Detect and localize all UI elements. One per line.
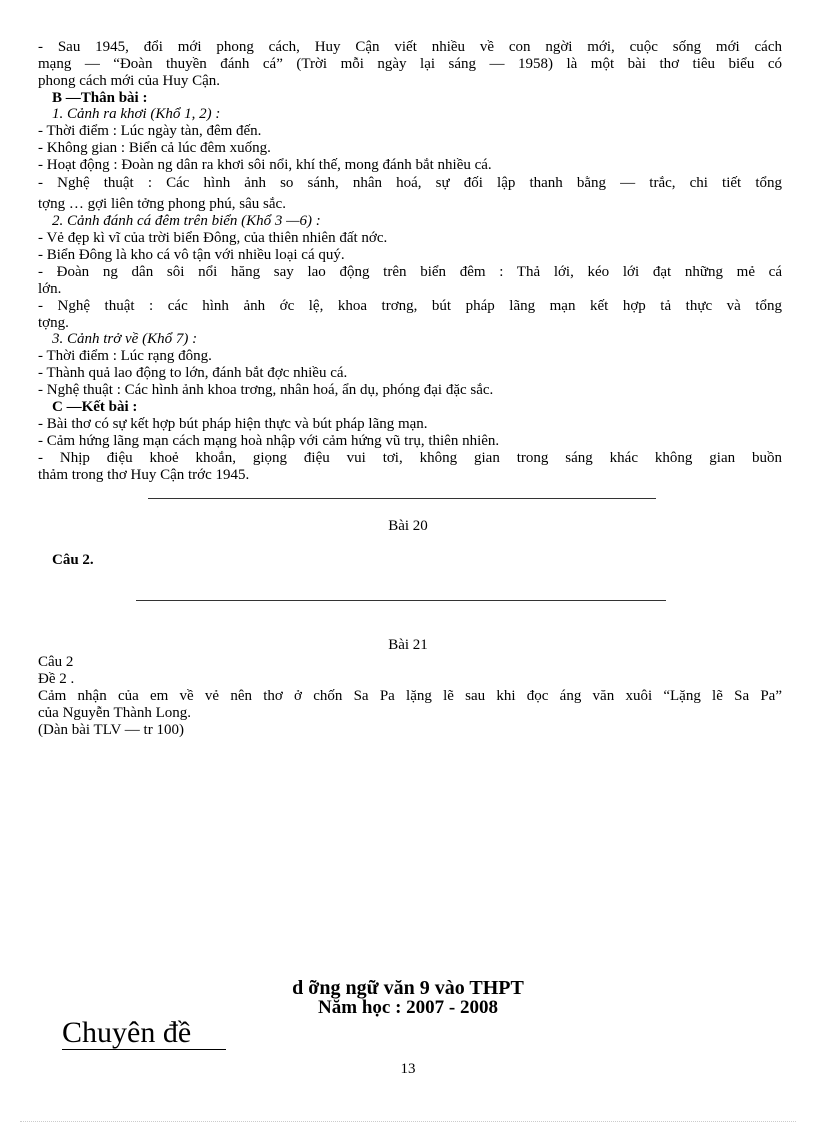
chuyen-de-label: Chuyên đề	[62, 1016, 192, 1049]
intro-line-1: - Sau 1945, đổi mới phong cách, Huy Cận viết nhiều về con ngời mới, cuộc sống mới cách	[38, 39, 782, 55]
s2-line-1: - Vẻ đẹp kì vĩ của trời biển Đông, của thiên nhiên đất nớc.	[38, 230, 388, 246]
s1-line-4b: tợng … gợi liên tởng phong phú, sâu sắc.	[38, 196, 286, 212]
conclusion-heading: C —Kết bài :	[52, 399, 138, 415]
bai-21-title: Bài 21	[388, 637, 428, 653]
s1-line-3: - Hoạt động : Đoàn ng dân ra khơi sôi nổi, khí thế, mong đánh bắt nhiều cá.	[38, 157, 492, 173]
s3-line-2: - Thành quả lao động to lớn, đánh bắt đợc nhiều cá.	[38, 365, 348, 381]
bai-21-cau: Câu 2	[38, 654, 74, 670]
chuyen-de-underline	[62, 1049, 226, 1050]
intro-line-2: mạng — “Đoàn thuyền đánh cá” (Trời mỗi ngày lại sáng — 1958) là một bài thơ tiêu biểu có	[38, 56, 782, 72]
section-2-title: 2. Cảnh đánh cá đêm trên biển (Khổ 3 —6) :	[52, 213, 321, 229]
footer-title-line-2: Năm học : 2007 - 2008	[318, 997, 498, 1018]
bai-21-line-2: của Nguyễn Thành Long.	[38, 705, 192, 721]
section-1-title: 1. Cảnh ra khơi (Khổ 1, 2) :	[52, 106, 221, 122]
intro-line-3: phong cách mới của Huy Cận.	[38, 73, 221, 89]
conclusion-line-2: - Cảm hứng lãng mạn cách mạng hoà nhập với cảm hứng vũ trụ, thiên nhiên.	[38, 433, 500, 449]
footer-title-line-1: d ỡng ngữ văn 9 vào THPT	[292, 977, 524, 999]
bai-21-line-3: (Dàn bài TLV — tr 100)	[38, 722, 184, 738]
s2-line-2: - Biển Đông là kho cá vô tận với nhiều loại cá quý.	[38, 247, 345, 263]
conclusion-line-3a: - Nhịp điệu khoẻ khoắn, giọng điệu vui tơi, không gian trong sáng khác không gian buồn	[38, 450, 782, 466]
bottom-dotted-border	[20, 1121, 796, 1122]
s3-line-3: - Nghệ thuật : Các hình ảnh khoa trơng, nhân hoá, ẩn dụ, phóng đại đặc sắc.	[38, 382, 494, 398]
bai-21-line-1: Cảm nhận của em về vẻ nên thơ ở chốn Sa Pa lặng lẽ sau khi đọc áng văn xuôi “Lặng lẽ Sa Pa”	[38, 688, 782, 704]
body-heading: B —Thân bài :	[52, 90, 148, 106]
page-number: 13	[400, 1061, 416, 1077]
conclusion-line-1: - Bài thơ có sự kết hợp bút pháp hiện thực và bút pháp lãng mạn.	[38, 416, 428, 432]
s2-line-3a: - Đoàn ng dân sôi nổi hăng say lao động trên biển đêm : Thả lới, kéo lới đạt những mẻ cá	[38, 264, 782, 280]
s2-line-4b: tợng.	[38, 315, 69, 331]
divider-2	[136, 600, 666, 601]
s1-line-1: - Thời điểm : Lúc ngày tàn, đêm đến.	[38, 123, 262, 139]
conclusion-line-3b: thảm trong thơ Huy Cận trớc 1945.	[38, 467, 250, 483]
bai-20-cau: Câu 2.	[52, 552, 94, 568]
bai-20-title: Bài 20	[388, 518, 428, 534]
s1-line-4a: - Nghệ thuật : Các hình ảnh so sánh, nhân hoá, sự đối lập thanh bằng — trắc, chi tiết tổng	[38, 175, 782, 191]
section-3-title: 3. Cảnh trở về (Khổ 7) :	[52, 331, 198, 347]
s1-line-2: - Không gian : Biển cả lúc đêm xuống.	[38, 140, 271, 156]
s2-line-4a: - Nghệ thuật : các hình ảnh ớc lệ, khoa trơng, bút pháp lãng mạn kết hợp tả thực và tổng	[38, 298, 782, 314]
bai-21-de: Đề 2 .	[38, 671, 75, 687]
s2-line-3b: lớn.	[38, 281, 62, 297]
divider-1	[148, 498, 656, 499]
s3-line-1: - Thời điểm : Lúc rạng đông.	[38, 348, 212, 364]
